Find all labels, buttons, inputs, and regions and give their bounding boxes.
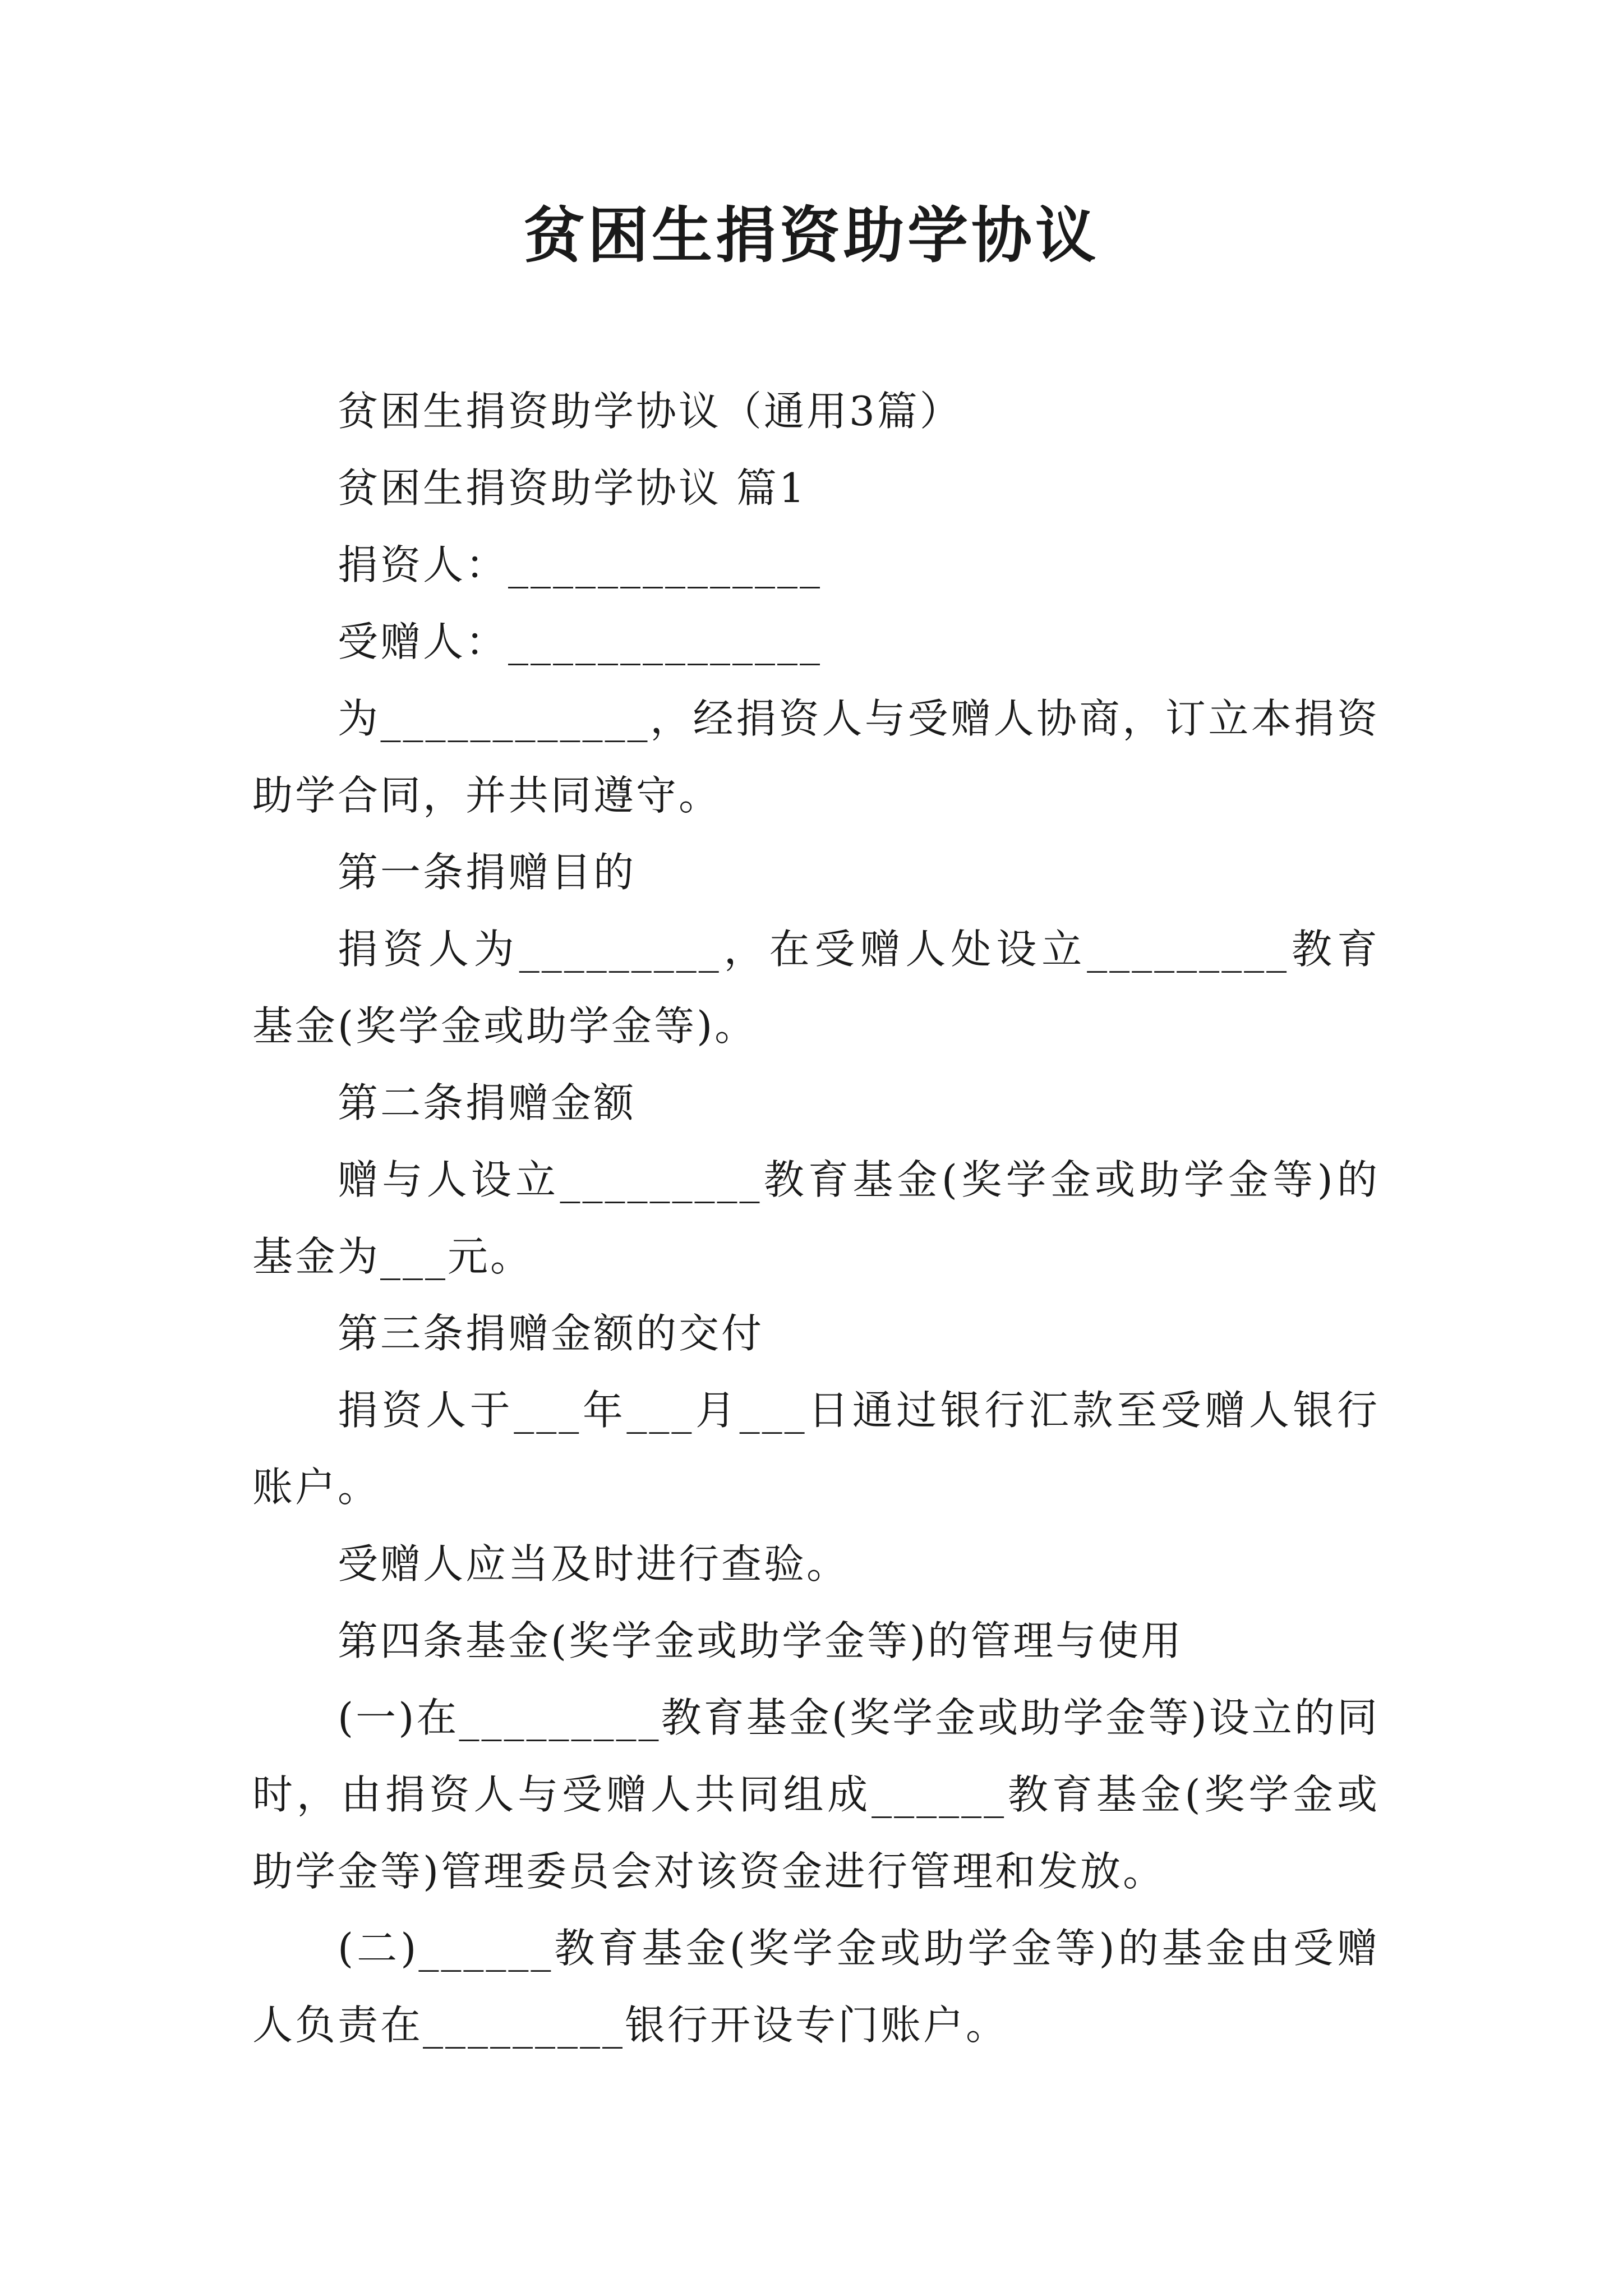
paragraph-article-1-body: 捐资人为_________，在受赠人处设立_________教育基金(奖学金或助学金等)。 <box>252 926 1380 1050</box>
paragraph-article-2-heading: 第二条捐赠金额 <box>338 1079 637 1126</box>
paragraph-article-2-body: 赠与人设立_________教育基金(奖学金或助学金等)的基金为___元。 <box>252 1156 1380 1280</box>
paragraph-article-3-check: 受赠人应当及时进行查验。 <box>338 1540 850 1588</box>
document-title: 贫困生捐资助学协议 <box>523 200 1099 271</box>
paragraph-article-1-heading: 第一条捐赠目的 <box>338 849 637 896</box>
paragraph-article-3-heading: 第三条捐赠金额的交付 <box>338 1310 764 1357</box>
paragraph-article-4-heading: 第四条基金(奖学金或助学金等)的管理与使用 <box>338 1617 1184 1664</box>
paragraph-article-3-body: 捐资人于___年___月___日通过银行汇款至受赠人银行账户。 <box>252 1387 1380 1511</box>
paragraph-donor: 捐资人：______________ <box>338 541 823 588</box>
paragraph-recipient: 受赠人：______________ <box>338 618 823 665</box>
paragraph-subtitle: 贫困生捐资助学协议（通用3篇） <box>338 388 962 435</box>
paragraph-section-heading: 贫困生捐资助学协议 篇1 <box>338 464 807 512</box>
document-body <box>252 373 1380 2064</box>
paragraph-preamble: 为____________，经捐资人与受赠人协商，订立本捐资助学合同，并共同遵守。 <box>252 695 1380 819</box>
paragraph-article-4-item-1: (一)在_________教育基金(奖学金或助学金等)设立的同时，由捐资人与受赠人共同组成______教育基金(奖学金或助学金等)管理委员会对该资金进行管理和发放。 <box>252 1694 1380 1895</box>
paragraph-article-4-item-2: (二)______教育基金(奖学金或助学金等)的基金由受赠人负责在_________银行开设专门账户。 <box>252 1925 1380 2049</box>
